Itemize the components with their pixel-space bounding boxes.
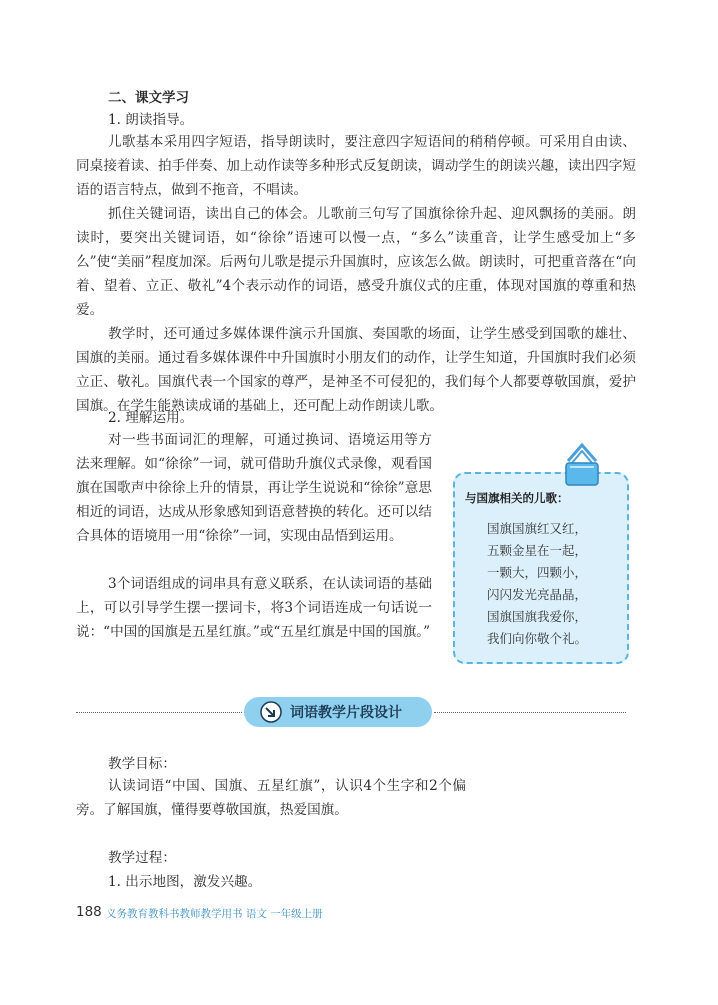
item-2-label: 2. 理解运用。 — [108, 410, 194, 426]
binder-clip-icon — [562, 443, 602, 491]
section-heading: 二、课文学习 — [108, 90, 189, 106]
process-item-1: 1. 出示地图，激发兴趣。 — [108, 874, 262, 890]
poem-line: 我们向你敬个礼。 — [487, 631, 588, 646]
paragraph-4: 对一些书面词汇的理解，可通过换词、语境运用等方法来理解。如“徐徐”一词，就可借助升旗仪式录像，观看国旗在国歌声中徐徐上升的情景，再让学生说说和“徐徐”意思相近的词语，达成从形象感知到语意替换的转化。还可以结合具体的语境用一用“徐徐”一词，实现由品悟到运用。 — [76, 432, 432, 544]
divider-right — [434, 712, 626, 713]
banner-label: 词语教学片段设计 — [290, 705, 402, 721]
poem-line: 五颗金星在一起， — [487, 543, 588, 558]
section-banner — [244, 697, 432, 727]
callout-title: 与国旗相关的儿歌： — [465, 491, 569, 505]
poem-line: 国旗国旗红又红， — [487, 521, 588, 536]
process-label: 教学过程： — [108, 850, 176, 866]
paragraph-5: 3个词语组成的词串具有意义联系，在认读词语的基础上，可以引导学生摆一摆词卡，将3个词语连成一句话说一说：“中国的国旗是五星红旗。”或“五星红旗是中国的国旗。” — [76, 576, 432, 640]
poem-line: 一颗大，四颗小， — [487, 565, 588, 580]
arrow-circle-icon — [260, 701, 282, 723]
page-number: 188 — [76, 904, 102, 920]
goal-label: 教学目标： — [108, 756, 176, 772]
item-1-label: 1. 朗读指导。 — [108, 112, 194, 128]
paragraph-1: 儿歌基本采用四字短语，指导朗读时，要注意四字短语间的稍稍停顿。可采用自由读、同桌接着读、拍手伴奏、加上动作读等多种形式反复朗读，调动学生的朗读兴趣，读出四字短语的语言特点，做到不拖音，不唱读。 — [76, 134, 636, 198]
paragraph-2: 抓住关键词语，读出自己的体会。儿歌前三句写了国旗徐徐升起、迎风飘扬的美丽。朗读时，要突出关键词语，如“徐徐”语速可以慢一点，“多么”读重音，让学生感受加上“多么”使“美丽”程度加深。后两句儿歌是提示升国旗时，应该怎么做。朗读时，可把重音落在“向着、望着、立正、敬礼”4个表示动作的词语，感受升旗仪式的庄重，体现对国旗的尊重和热爱。 — [76, 206, 636, 318]
goal-text: 认读词语“中国、国旗、五星红旗”，认识4个生字和2个偏旁。了解国旗，懂得要尊敬国旗，热爱国旗。 — [76, 778, 466, 818]
book-title: 义务教育教科书教师教学用书 语文 一年级上册 — [106, 908, 323, 920]
poem — [487, 518, 587, 650]
paragraph-3: 教学时，还可通过多媒体课件演示升国旗、奏国歌的场面，让学生感受到国歌的雄壮、国旗的美丽。通过看多媒体课件中升国旗时小朋友们的动作，让学生知道，升国旗时我们必须立正、敬礼。国旗代表一个国家的尊严，是神圣不可侵犯的，我们每个人都要尊敬国旗，爱护国旗。在学生能熟读成诵的基础上，还可配上动作朗读儿歌。 — [76, 326, 636, 414]
callout-box — [453, 472, 629, 664]
poem-line: 国旗国旗我爱你， — [487, 609, 588, 624]
divider-left — [76, 712, 242, 713]
poem-line: 闪闪发光亮晶晶， — [487, 587, 588, 602]
